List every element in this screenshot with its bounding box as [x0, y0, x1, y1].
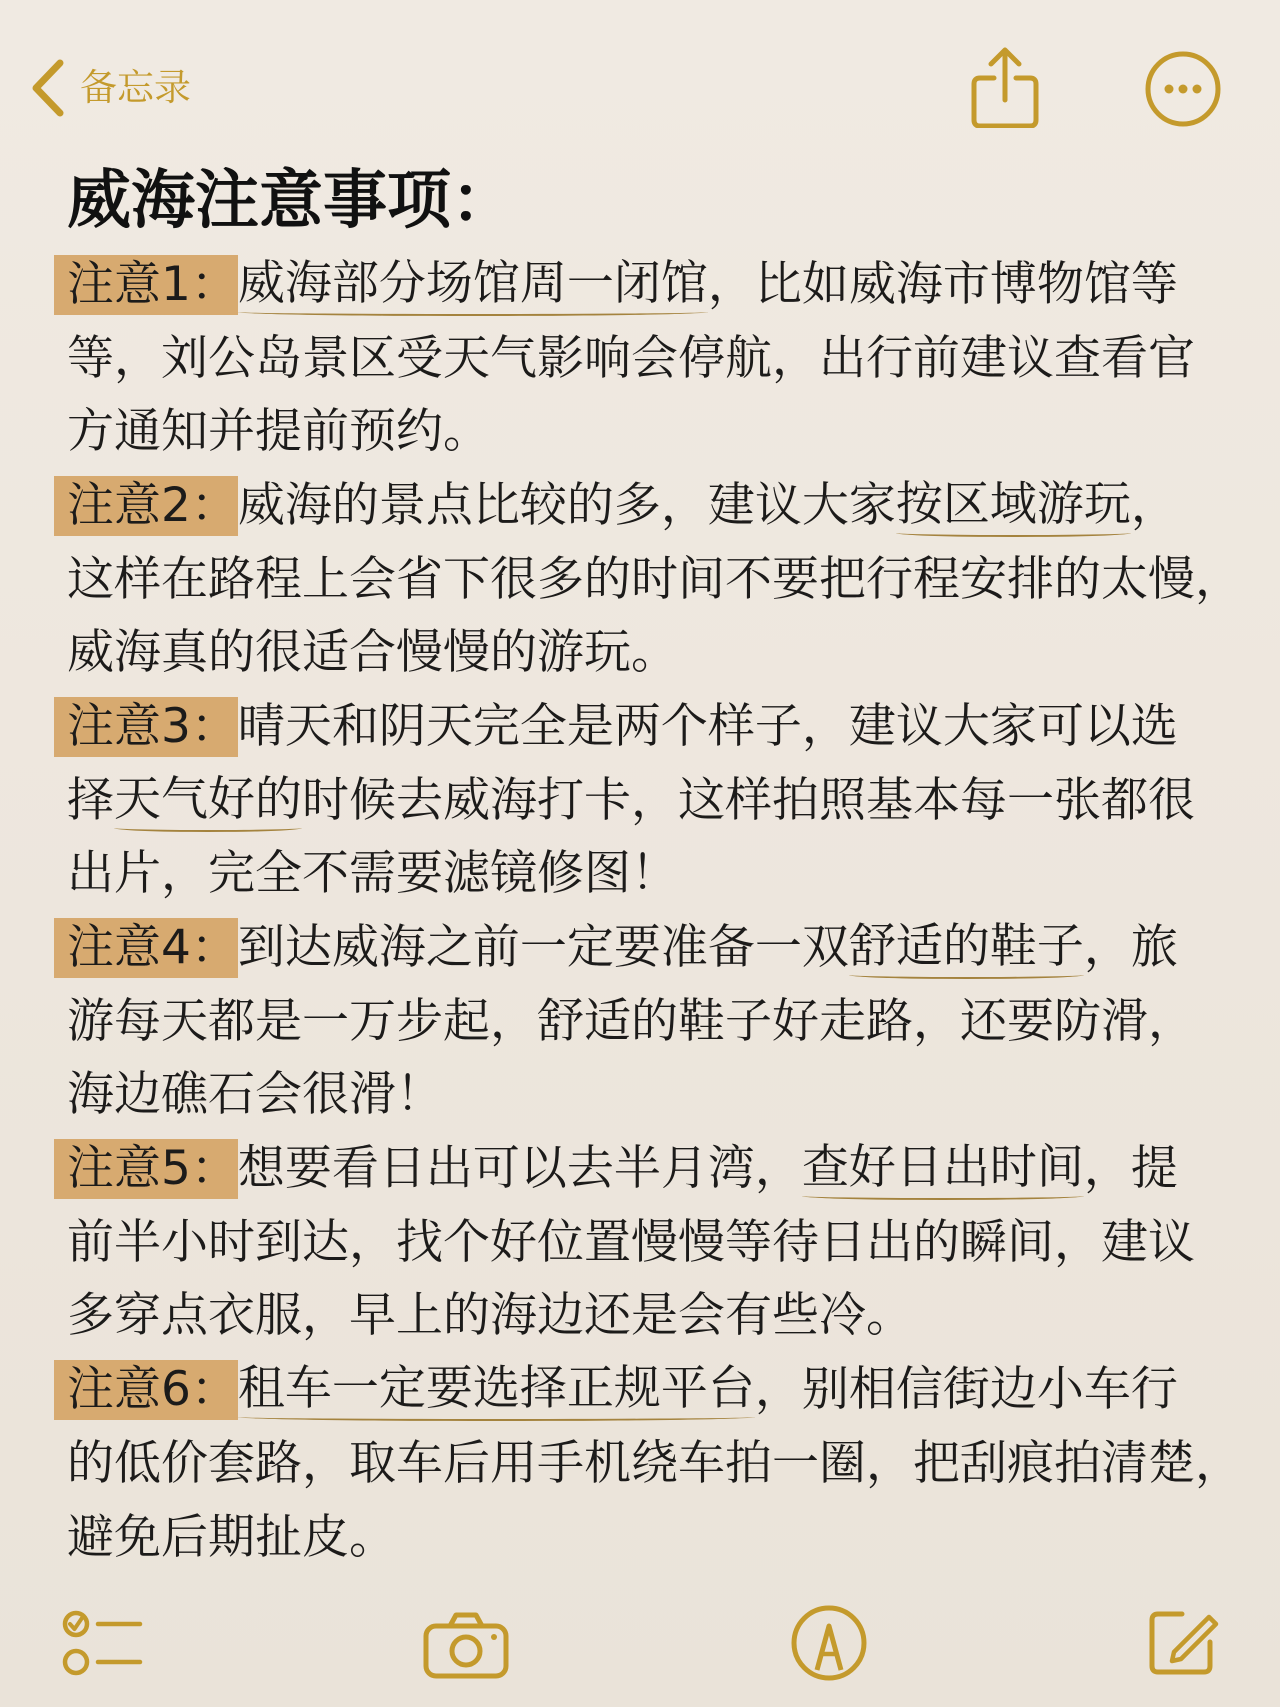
- note-line: [67, 690, 1267, 764]
- note-item-2: [67, 469, 1267, 690]
- note-title: 威海注意事项：: [67, 164, 515, 238]
- note-text: 择: [67, 772, 114, 828]
- note-text: 到达威海之前一定要准备一双: [237, 920, 849, 976]
- note-text: 多穿点衣服，早上的海边还是会有些冷。: [67, 1288, 913, 1344]
- underlined-phrase: 租车一定要选择正规平台: [238, 1359, 755, 1421]
- checklist-icon: [60, 1606, 144, 1680]
- note-line: [67, 1353, 1267, 1427]
- note-line: [67, 543, 1267, 617]
- note-text: ，提: [1083, 1141, 1178, 1197]
- note-line: [67, 395, 1267, 469]
- note-item-label: 注意2：: [54, 476, 238, 536]
- underlined-phrase: 按区域游玩: [896, 475, 1131, 537]
- note-text: 晴天和阴天完全是两个样子，建议大家可以选: [237, 698, 1178, 754]
- chevron-left-icon: [28, 57, 68, 119]
- note-text: ，: [1130, 477, 1178, 533]
- note-item-label: 注意4：: [54, 918, 238, 978]
- navigation-bar: [0, 0, 1280, 150]
- checklist-button[interactable]: [60, 1606, 144, 1680]
- underlined-phrase: 查好日出时间: [802, 1138, 1084, 1200]
- markup-pen-icon: [790, 1604, 868, 1682]
- note-line: [67, 838, 1267, 912]
- underlined-phrase: 威海部分场馆周一闭馆: [238, 254, 708, 316]
- note-text: 等，刘公岛景区受天气影响会停航，出行前建议查看官: [67, 330, 1195, 386]
- note-item-4: [67, 911, 1267, 1132]
- note-item-6: [67, 1353, 1267, 1574]
- underlined-phrase: 天气好的: [114, 770, 302, 832]
- note-line: [67, 469, 1267, 543]
- bottom-toolbar: [0, 1596, 1280, 1696]
- note-content[interactable]: [67, 248, 1267, 1574]
- note-line: [67, 764, 1267, 838]
- note-text: 游每天都是一万步起，舒适的鞋子好走路，还要防滑，: [67, 993, 1195, 1049]
- note-item-1: [67, 248, 1267, 469]
- note-text: 避免后期扯皮。: [67, 1509, 396, 1565]
- back-button[interactable]: [28, 56, 191, 120]
- note-item-label: 注意1：: [54, 255, 238, 315]
- underlined-phrase: 舒适的鞋子: [849, 917, 1084, 979]
- note-item-5: [67, 1132, 1267, 1353]
- note-item-3: [67, 690, 1267, 911]
- note-line: [67, 322, 1267, 396]
- note-line: [67, 1059, 1267, 1133]
- markup-button[interactable]: [790, 1604, 868, 1682]
- note-line: [67, 1132, 1267, 1206]
- note-text: 威海的景点比较的多，建议大家: [237, 477, 896, 533]
- note-item-label: 注意6：: [54, 1360, 238, 1420]
- note-line: [67, 616, 1267, 690]
- note-text: ，比如威海市博物馆等: [707, 256, 1178, 312]
- note-text: 的低价套路，取车后用手机绕车拍一圈，把刮痕拍清楚，: [67, 1435, 1242, 1491]
- note-line: [67, 1206, 1267, 1280]
- note-text: 海边礁石会很滑！: [67, 1067, 443, 1123]
- note-text: 想要看日出可以去半月湾，: [237, 1141, 802, 1197]
- note-line: [67, 985, 1267, 1059]
- camera-icon: [420, 1606, 512, 1680]
- note-line: [67, 1501, 1267, 1575]
- camera-button[interactable]: [420, 1606, 512, 1680]
- share-icon: [970, 46, 1040, 128]
- note-line: [67, 1280, 1267, 1354]
- note-text: 威海真的很适合慢慢的游玩。: [67, 625, 678, 681]
- note-text: 前半小时到达，找个好位置慢慢等待日出的瞬间，建议: [67, 1214, 1195, 1270]
- share-button[interactable]: [970, 46, 1040, 128]
- note-text: 出片，完全不需要滤镜修图！: [67, 846, 678, 902]
- note-text: ，旅: [1083, 920, 1178, 976]
- back-label: 备忘录: [80, 66, 191, 109]
- compose-button[interactable]: [1144, 1604, 1222, 1682]
- note-item-label: 注意3：: [54, 697, 238, 757]
- note-text: ，别相信街边小车行: [754, 1362, 1178, 1418]
- note-line: [67, 1427, 1267, 1501]
- note-line: [67, 248, 1267, 322]
- compose-icon: [1144, 1604, 1222, 1682]
- note-text: 这样在路程上会省下很多的时间不要把行程安排的太慢，: [67, 551, 1242, 607]
- note-item-label: 注意5：: [54, 1139, 238, 1199]
- note-text: 时候去威海打卡，这样拍照基本每一张都很: [302, 772, 1195, 828]
- ellipsis-circle-icon: [1144, 50, 1222, 128]
- note-text: 方通知并提前预约。: [67, 404, 490, 460]
- more-button[interactable]: [1144, 50, 1222, 128]
- note-line: [67, 911, 1267, 985]
